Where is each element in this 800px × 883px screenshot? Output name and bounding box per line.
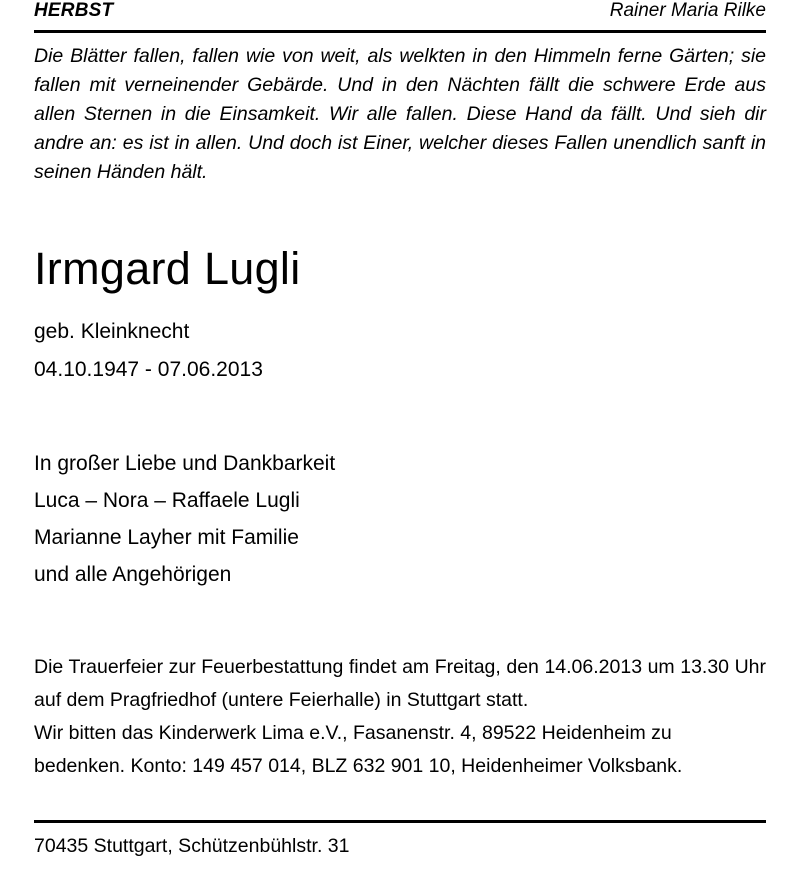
footer-divider [34,820,766,823]
mourners-line: Marianne Layher mit Familie [34,526,299,549]
deceased-name: Irmgard Lugli [34,243,301,294]
mourners-line: Luca – Nora – Raffaele Lugli [34,489,300,512]
mourners-block [34,445,766,593]
donation-paragraph: Wir bitten das Kinderwerk Lima e.V., Fasanenstr. 4, 89522 Heidenheim zu bedenken. Konto: 149 457 014, BLZ 632 901 10, Heidenheimer Volksbank. [34,722,683,777]
footer-address: 70435 Stuttgart, Schützenbühlstr. 31 [34,835,350,857]
deceased-maiden-name: geb. Kleinknecht [34,320,190,343]
service-info [34,651,766,783]
service-paragraph: Die Trauerfeier zur Feuerbestattung findet am Freitag, den 14.06.2013 um 13.30 Uhr auf dem Pragfriedhof (untere Feierhalle) in Stuttgart statt. [34,656,766,711]
poem-text: Die Blätter fallen, fallen wie von weit, als welkten in den Himmeln ferne Gärten; sie fallen mit verneinender Gebärde. Und in den Nächten fällt die schwere Erde aus allen Sternen in die Einsamkeit. Wir alle fallen. Diese Hand da fällt. Und sieh dir andre an: es ist in allen. Und doch ist Einer, welcher dieses Fallen unendlich sanft in seinen Händen hält. [34,45,766,183]
mourners-line: und alle Angehörigen [34,563,232,586]
poem-author: Rainer Maria Rilke [609,0,766,21]
mourners-intro: In großer Liebe und Dankbarkeit [34,452,336,475]
poem-title: HERBST [34,0,114,21]
header-divider [34,30,766,33]
poem-body [34,42,766,187]
deceased-dates: 04.10.1947 - 07.06.2013 [34,358,263,381]
poem-header [34,0,766,26]
